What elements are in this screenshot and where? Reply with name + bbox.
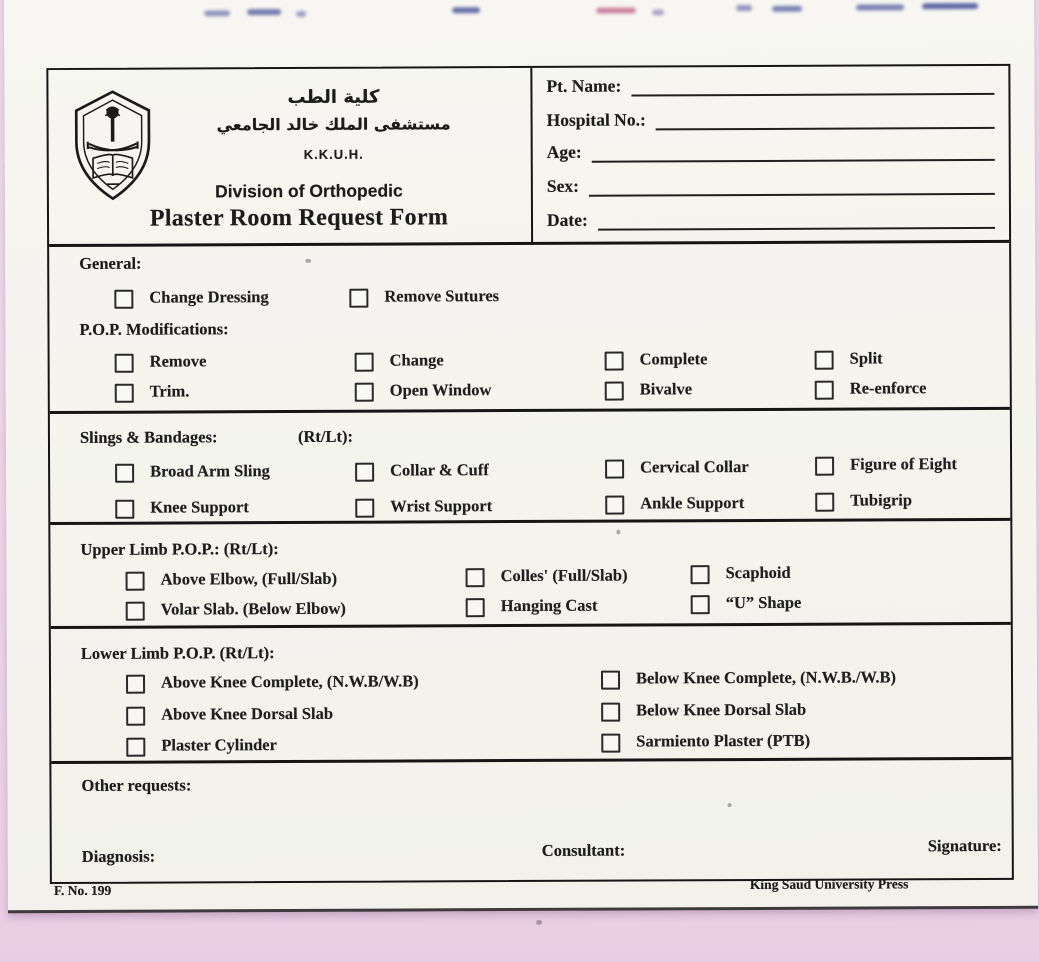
pt-name-field bbox=[546, 74, 994, 97]
checkbox-label: Scaphoid bbox=[725, 562, 791, 583]
palm-tree-glyph bbox=[105, 107, 120, 141]
checkbox-label: Sarmiento Plaster (PTB) bbox=[636, 730, 811, 751]
checkbox[interactable] bbox=[126, 675, 145, 694]
checkbox-label: Above Knee Complete, (N.W.B/W.B) bbox=[160, 671, 419, 692]
checkbox-label: Complete bbox=[639, 349, 708, 369]
hospital-no-label: Hospital No.: bbox=[546, 109, 646, 130]
bleed-mark bbox=[452, 7, 480, 13]
form-outer-border bbox=[46, 64, 1014, 884]
bleed-mark bbox=[922, 3, 978, 9]
checkbox[interactable] bbox=[601, 703, 620, 722]
checkbox-item-above-elbow bbox=[126, 569, 338, 591]
checkbox-label: Tubigrip bbox=[850, 490, 913, 510]
checkbox[interactable] bbox=[605, 382, 624, 401]
checkbox-item-bivalve bbox=[605, 379, 692, 400]
checkbox-label: Bivalve bbox=[639, 379, 693, 399]
header-vertical-divider bbox=[530, 68, 533, 242]
header-arabic-college: كلية الطب bbox=[287, 86, 380, 109]
consultant-label: Consultant: bbox=[541, 840, 626, 860]
age-field bbox=[547, 140, 995, 163]
open-book-glyph bbox=[93, 154, 133, 184]
section-divider bbox=[50, 518, 1010, 525]
age-label: Age: bbox=[546, 141, 582, 162]
upper-limb-heading: Upper Limb P.O.P.: (Rt/Lt): bbox=[80, 539, 279, 559]
checkbox-label: Trim. bbox=[149, 381, 190, 401]
checkbox[interactable] bbox=[126, 707, 145, 726]
checkbox-label: “U” Shape bbox=[725, 592, 802, 613]
checkbox-label: Open Window bbox=[389, 380, 492, 400]
checkbox-item-remove-sutures bbox=[349, 286, 499, 308]
checkbox-item-split bbox=[815, 348, 883, 369]
checkbox[interactable] bbox=[115, 354, 134, 373]
checkbox-label: Knee Support bbox=[150, 497, 249, 517]
checkbox-label: Colles' (Full/Slab) bbox=[500, 565, 628, 586]
checkbox-label: Remove bbox=[149, 351, 207, 371]
bleed-mark bbox=[652, 9, 664, 15]
section-divider bbox=[51, 757, 1011, 764]
hospital-no-field bbox=[547, 108, 995, 131]
checkbox-label: Change Dressing bbox=[149, 287, 269, 307]
pt-name-line[interactable] bbox=[631, 74, 994, 97]
checkbox[interactable] bbox=[605, 352, 624, 371]
checkbox-item-remove bbox=[115, 351, 207, 372]
date-line[interactable] bbox=[598, 208, 995, 231]
checkbox[interactable] bbox=[126, 572, 145, 591]
checkbox-item-hanging-cast bbox=[466, 596, 598, 618]
header-arabic-hospital: مستشفى الملك خالد الجامعي bbox=[216, 114, 451, 135]
checkbox-label: Figure of Eight bbox=[850, 454, 958, 474]
header-division: Division of Orthopedic bbox=[215, 180, 403, 202]
date-field bbox=[547, 208, 995, 231]
checkbox-item-tubigrip bbox=[815, 490, 912, 511]
bleed-mark bbox=[247, 9, 281, 15]
sex-label: Sex: bbox=[546, 175, 579, 196]
checkbox[interactable] bbox=[355, 353, 374, 372]
checkbox-label: Below Knee Complete, (N.W.B./W.B) bbox=[635, 667, 897, 688]
checkbox[interactable] bbox=[349, 289, 368, 308]
checkbox-label: Volar Slab. (Below Elbow) bbox=[160, 598, 346, 619]
checkbox-item-u-shape bbox=[691, 593, 802, 614]
checkbox-item-sarmiento-plaster bbox=[601, 731, 810, 753]
checkbox-label: Cervical Collar bbox=[640, 457, 749, 477]
checkbox-label: Above Elbow, (Full/Slab) bbox=[160, 568, 338, 589]
checkbox[interactable] bbox=[815, 493, 834, 512]
age-line[interactable] bbox=[592, 140, 995, 163]
checkbox-item-trim bbox=[115, 381, 190, 402]
checkbox[interactable] bbox=[815, 351, 834, 370]
sex-field bbox=[547, 174, 995, 197]
form-title: Plaster Room Request Form bbox=[149, 204, 449, 232]
section-divider bbox=[50, 407, 1010, 414]
press-credit: King Saud University Press bbox=[749, 876, 909, 893]
checkbox-item-cervical-collar bbox=[605, 457, 749, 479]
section-divider bbox=[51, 622, 1011, 629]
checkbox[interactable] bbox=[115, 500, 134, 519]
checkbox-label: Wrist Support bbox=[390, 496, 493, 516]
checkbox-item-re-enforce bbox=[815, 378, 927, 399]
checkbox-label: Split bbox=[849, 348, 883, 368]
checkbox[interactable] bbox=[605, 496, 624, 515]
checkbox-item-below-knee-dorsal bbox=[601, 700, 806, 722]
bleed-mark bbox=[204, 10, 230, 16]
checkbox-label: Broad Arm Sling bbox=[150, 461, 270, 481]
checkbox-item-ankle-support bbox=[605, 493, 744, 515]
signature-label: Signature: bbox=[927, 835, 1002, 856]
checkbox-item-wrist-support bbox=[355, 496, 492, 518]
bleed-mark bbox=[856, 4, 904, 10]
checkbox[interactable] bbox=[466, 598, 485, 617]
checkbox-label: Remove Sutures bbox=[384, 286, 500, 306]
checkbox-label: Change bbox=[389, 350, 444, 370]
checkbox-label: Hanging Cast bbox=[500, 595, 598, 616]
checkbox-item-change-dressing bbox=[114, 287, 268, 309]
lower-limb-heading: Lower Limb P.O.P. (Rt/Lt): bbox=[80, 643, 275, 663]
bleed-mark bbox=[596, 7, 636, 13]
checkbox[interactable] bbox=[355, 383, 374, 402]
checkbox-item-above-knee-dorsal bbox=[126, 704, 333, 726]
other-requests-heading: Other requests: bbox=[81, 775, 192, 795]
checkbox-label: Collar & Cuff bbox=[390, 460, 489, 480]
header-bottom-rule bbox=[49, 240, 1009, 247]
checkbox[interactable] bbox=[115, 384, 134, 403]
bleed-mark bbox=[296, 11, 306, 17]
checkbox-item-scaphoid bbox=[691, 563, 791, 584]
slings-heading: Slings & Bandages: bbox=[79, 427, 218, 447]
checkbox[interactable] bbox=[605, 460, 624, 479]
scan-speck bbox=[536, 920, 542, 925]
checkbox[interactable] bbox=[601, 671, 620, 690]
checkbox-item-figure-of-eight bbox=[815, 454, 957, 476]
bleed-mark bbox=[736, 5, 752, 11]
checkbox-item-knee-support bbox=[115, 497, 249, 519]
bleed-mark bbox=[772, 6, 802, 12]
sex-line[interactable] bbox=[589, 174, 995, 197]
checkbox-item-volar-slab bbox=[126, 599, 346, 621]
pt-name-label: Pt. Name: bbox=[546, 75, 622, 96]
checkbox[interactable] bbox=[691, 565, 710, 584]
checkbox[interactable] bbox=[355, 499, 374, 518]
other-requests-write-area[interactable] bbox=[82, 794, 982, 842]
checkbox[interactable] bbox=[466, 568, 485, 587]
diagnosis-label: Diagnosis: bbox=[81, 846, 156, 866]
general-heading: General: bbox=[79, 253, 142, 273]
checkbox-label: Plaster Cylinder bbox=[161, 735, 277, 755]
checkbox[interactable] bbox=[115, 464, 134, 483]
checkbox[interactable] bbox=[355, 463, 374, 482]
form-number: F. No. 199 bbox=[53, 882, 112, 899]
checkbox-item-colles bbox=[466, 566, 628, 588]
checkbox-label: Below Knee Dorsal Slab bbox=[636, 699, 807, 720]
crossed-swords-glyph bbox=[88, 142, 138, 151]
checkbox[interactable] bbox=[114, 290, 133, 309]
checkbox[interactable] bbox=[815, 457, 834, 476]
checkbox[interactable] bbox=[691, 595, 710, 614]
pop-modifications-heading: P.O.P. Modifications: bbox=[79, 319, 229, 339]
date-label: Date: bbox=[546, 209, 588, 230]
scanned-paper-sheet bbox=[4, 0, 1038, 913]
checkbox-label: Above Knee Dorsal Slab bbox=[161, 703, 334, 724]
checkbox-label: Ankle Support bbox=[640, 493, 745, 513]
checkbox-item-collar-cuff bbox=[355, 460, 489, 482]
checkbox-label: Re-enforce bbox=[849, 378, 927, 398]
checkbox-item-below-knee-complete bbox=[601, 667, 896, 689]
checkbox[interactable] bbox=[126, 602, 145, 621]
checkbox-item-broad-arm-sling bbox=[115, 461, 270, 483]
slings-rt-lt-note: (Rt/Lt): bbox=[297, 426, 353, 446]
header-abbreviation: K.K.U.H. bbox=[303, 146, 364, 162]
checkbox-item-above-knee-complete bbox=[126, 671, 419, 693]
checkbox[interactable] bbox=[815, 381, 834, 400]
checkbox[interactable] bbox=[601, 734, 620, 753]
checkbox-item-change bbox=[355, 350, 444, 371]
checkbox[interactable] bbox=[126, 738, 145, 757]
checkbox-item-open-window bbox=[355, 380, 492, 402]
checkbox-item-complete bbox=[605, 349, 708, 370]
checkbox-item-plaster-cylinder bbox=[126, 735, 277, 757]
hospital-no-line[interactable] bbox=[656, 108, 995, 130]
